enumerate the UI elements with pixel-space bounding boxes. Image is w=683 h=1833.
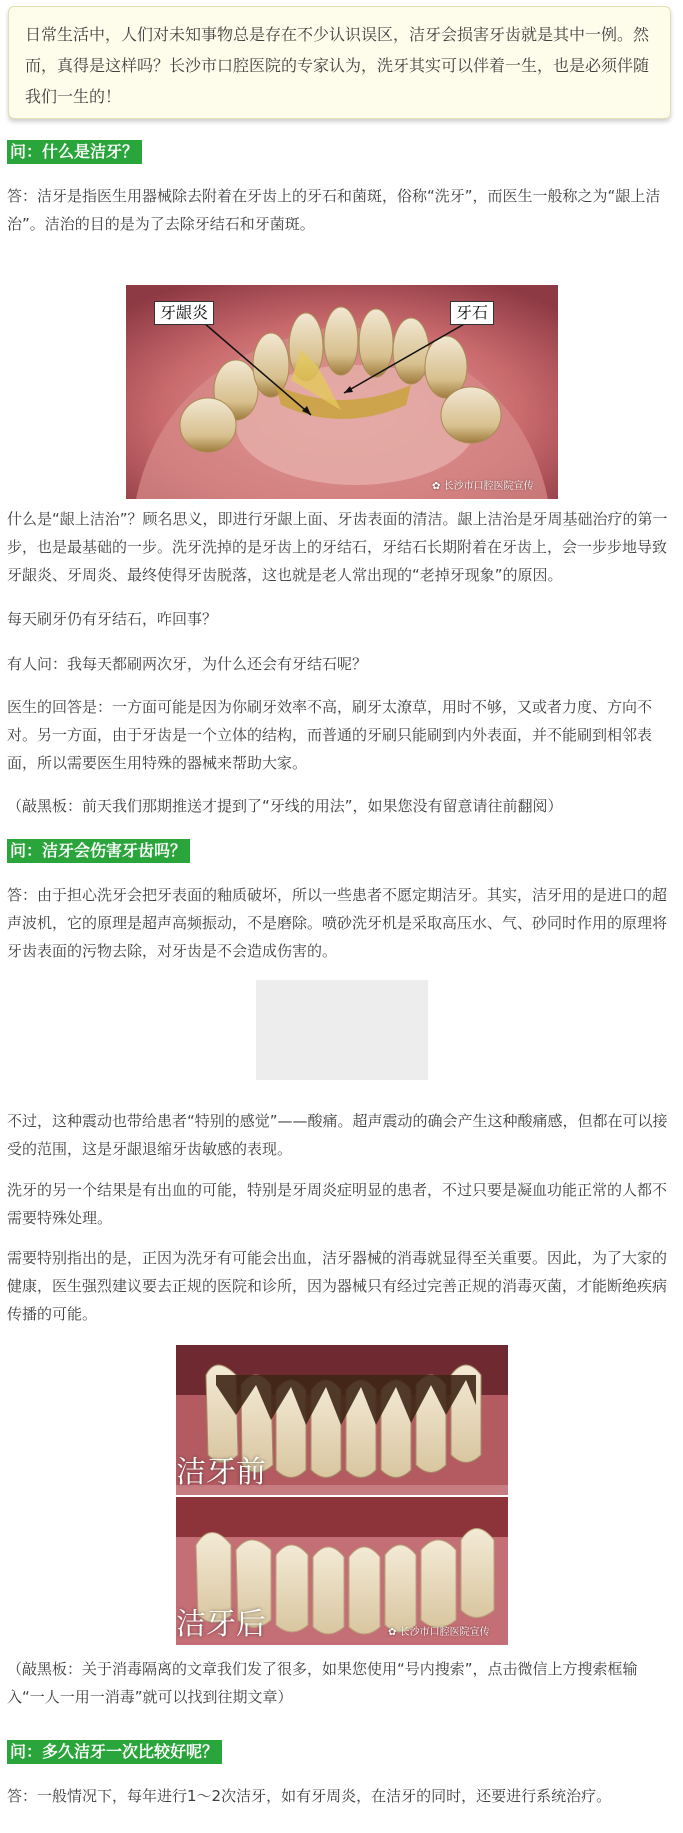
intro-box bbox=[8, 6, 671, 119]
body1-para-2: 每天刷牙仍有牙结石，咋回事？ bbox=[7, 610, 218, 628]
intro-text: 日常生活中，人们对未知事物总是存在不少认识误区，洁牙会损害牙齿就是其中一例。然而，真得是这样吗？长沙市口腔医院的专家认为，洗牙其实可以伴着一生，也是必须伴随我们一生的！ bbox=[25, 25, 650, 106]
answer-what-is-cleaning: 答：洁牙是指医生用器械除去附着在牙齿上的牙石和菌斑，俗称“洗牙”，而医生一般称之为“龈上洁治”。洁治的目的是为了去除牙结石和牙菌斑。 bbox=[7, 187, 661, 233]
wechat-icon: ✿ bbox=[432, 481, 441, 492]
body1-para-4: 医生的回答是：一方面可能是因为你刷牙效率不高，刷牙太潦草，用时不够，又或者力度、方向不对。另一方面，由于牙齿是一个立体的结构，而普通的牙刷只能刷到内外表面，并不能刷到相邻表面，所以需要医生用特殊的器械来帮助大家。 bbox=[7, 698, 653, 772]
note-disinfection: （敲黑板：关于消毒隔离的文章我们发了很多，如果您使用“号内搜索”，点击微信上方搜索框输入“一人一用一消毒”就可以找到往期文章） bbox=[7, 1660, 638, 1706]
heading-does-cleaning-harm: 问：洁牙会伤害牙齿吗？ bbox=[7, 839, 190, 863]
body2-para-1: 不过，这种震动也带给患者“特别的感觉”——酸痛。超声震动的确会产生这种酸痛感，但都在可以接受的范围，这是牙龈退缩牙齿敏感的表现。 bbox=[7, 1112, 668, 1158]
body2-para-3: 需要特别指出的是，正因为洗牙有可能会出血，洁牙器械的消毒就显得至关重要。因此，为了大家的健康，医生强烈建议要去正规的医院和诊所，因为器械只有经过完善正规的消毒灭菌，才能断绝疾病传播的可能。 bbox=[7, 1249, 668, 1323]
body1-para-3: 有人问：我每天都刷两次牙，为什么还会有牙结石呢？ bbox=[7, 655, 368, 673]
body1-para-1: 什么是“龈上洁治”？顾名思义，即进行牙龈上面、牙齿表面的清洁。龈上洁治是牙周基础治疗的第一步，也是最基础的一步。洗牙洗掉的是牙齿上的牙结石，牙结石长期附着在牙齿上，会一步步地导致牙龈炎、牙周炎、最终使得牙齿脱落，这也就是老人常出现的“老掉牙现象”的原因。 bbox=[7, 510, 668, 584]
watermark-hospital-2: ✿ 长沙市口腔医院宣传 bbox=[388, 1627, 490, 1638]
heading-what-is-cleaning: 问：什么是洁牙？ bbox=[7, 140, 142, 164]
before-after-photo bbox=[176, 1345, 508, 1645]
label-gingivitis: 牙龈炎 bbox=[154, 301, 214, 325]
answer-does-cleaning-harm: 答：由于担心洗牙会把牙表面的釉质破坏，所以一些患者不愿定期洁牙。其实，洁牙用的是进口的超声波机，它的原理是超声高频振动，不是磨除。喷砂洗牙机是采取高压水、气、砂同时作用的原理将牙齿表面的污物去除，对牙齿是不会造成伤害的。 bbox=[7, 886, 668, 960]
wechat-icon: ✿ bbox=[388, 1627, 397, 1638]
calculus-photo bbox=[126, 285, 558, 499]
answer-how-often: 答：一般情况下，每年进行1～2次洁牙，如有牙周炎，在洁牙的同时，还要进行系统治疗。 bbox=[7, 1787, 612, 1805]
body2-para-2: 洗牙的另一个结果是有出血的可能，特别是牙周炎症明显的患者，不过只要是凝血功能正常的人都不需要特殊处理。 bbox=[7, 1181, 668, 1227]
heading-how-often: 问：多久洁牙一次比较好呢？ bbox=[7, 1740, 222, 1764]
label-before: 洁牙前 bbox=[176, 1455, 266, 1490]
label-calculus: 牙石 bbox=[450, 301, 494, 325]
label-after: 洁牙后 bbox=[176, 1607, 266, 1642]
before-after-art bbox=[176, 1345, 508, 1645]
body1-para-5: （敲黑板：前天我们那期推送才提到了“牙线的用法”，如果您没有留意请往前翻阅） bbox=[7, 797, 563, 815]
watermark-hospital: ✿ 长沙市口腔医院宣传 bbox=[432, 481, 534, 492]
image-placeholder bbox=[256, 980, 428, 1080]
